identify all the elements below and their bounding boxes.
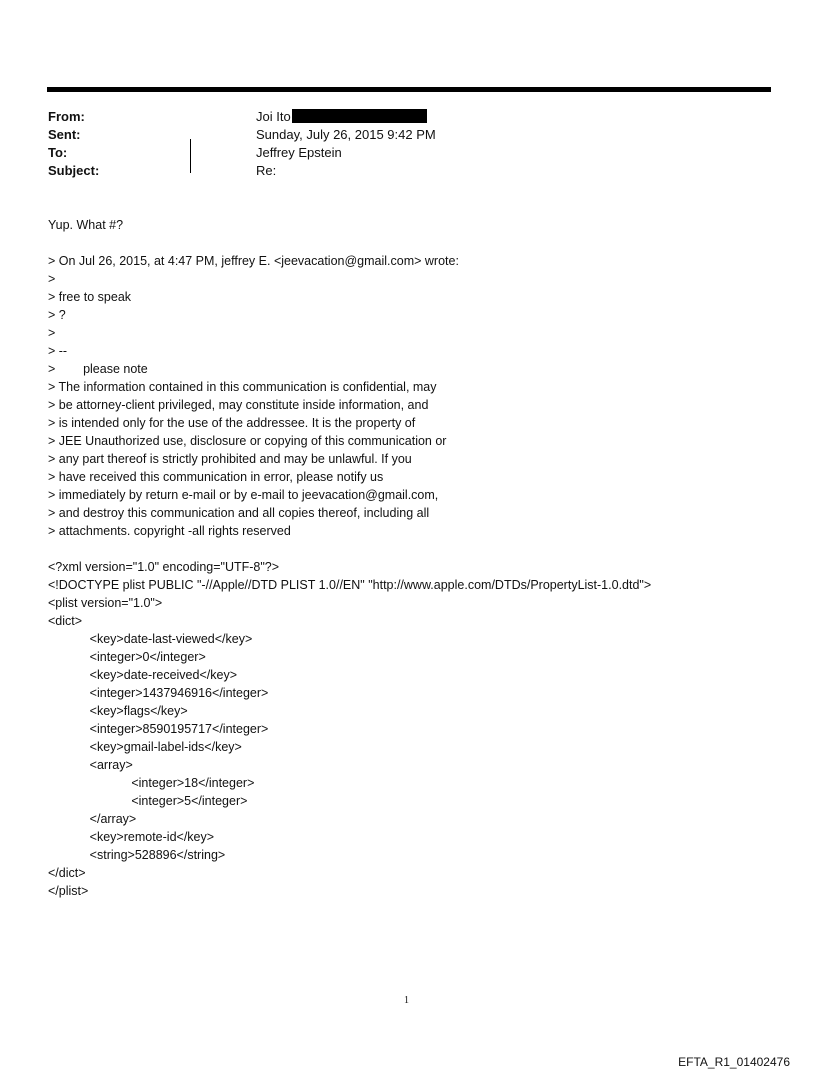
to-row — [48, 144, 436, 162]
sent-label: Sent: — [48, 127, 81, 142]
subject-row — [48, 162, 436, 180]
plist-line: <key>date-last-viewed</key> — [48, 632, 253, 646]
quoted-line: > free to speak — [48, 290, 132, 304]
plist-metadata — [48, 558, 651, 900]
plist-line: <array> — [48, 758, 133, 772]
quoted-line: > ? — [48, 308, 66, 322]
plist-line: <plist version="1.0"> — [48, 596, 163, 610]
to-label: To: — [48, 145, 68, 160]
spacer — [48, 234, 651, 252]
quoted-line: > immediately by return e-mail or by e-mail to jeevacation@gmail.com, — [48, 488, 439, 502]
document-id: EFTA_R1_01402476 — [678, 1055, 790, 1069]
from-label: From: — [48, 109, 85, 124]
plist-line: <?xml version="1.0" encoding="UTF-8"?> — [48, 560, 280, 574]
subject-label: Subject: — [48, 163, 100, 178]
from-name: Joi Ito — [256, 109, 291, 124]
plist-line: <key>date-received</key> — [48, 668, 237, 682]
quoted-line: > — [48, 326, 56, 340]
quoted-line: > and destroy this communication and all copies thereof, including all — [48, 506, 430, 520]
quoted-line: > The information contained in this communication is confidential, may — [48, 380, 437, 394]
plist-line: </plist> — [48, 884, 89, 898]
page-number: 1 — [404, 995, 409, 1006]
sent-value: Sunday, July 26, 2015 9:42 PM — [256, 127, 436, 142]
plist-line: <integer>1437946916</integer> — [48, 686, 269, 700]
quoted-message — [48, 252, 651, 540]
spacer — [48, 540, 651, 558]
subject-value: Re: — [256, 163, 277, 178]
redaction-box — [292, 109, 427, 123]
plist-line: <key>flags</key> — [48, 704, 188, 718]
to-value: Jeffrey Epstein — [256, 145, 342, 160]
email-header — [48, 108, 436, 180]
quoted-line: > any part thereof is strictly prohibited and may be unlawful. If you — [48, 452, 412, 466]
plist-line: </array> — [48, 812, 137, 826]
plist-line: <integer>0</integer> — [48, 650, 206, 664]
reply-text: Yup. What #? — [48, 218, 124, 232]
sent-row — [48, 126, 436, 144]
quoted-line: > please note — [48, 362, 148, 376]
from-value — [256, 108, 427, 126]
quoted-line: > -- — [48, 344, 68, 358]
email-body — [48, 216, 651, 900]
quoted-line: > is intended only for the use of the addressee. It is the property of — [48, 416, 416, 430]
quoted-line: > have received this communication in error, please notify us — [48, 470, 384, 484]
plist-line: <!DOCTYPE plist PUBLIC "-//Apple//DTD PLIST 1.0//EN" "http://www.apple.com/DTDs/PropertyList-1.0.dtd"> — [48, 578, 652, 592]
quoted-line: > On Jul 26, 2015, at 4:47 PM, jeffrey E. <jeevacation@gmail.com> wrote: — [48, 254, 459, 268]
plist-line: <key>gmail-label-ids</key> — [48, 740, 242, 754]
plist-line: <key>remote-id</key> — [48, 830, 215, 844]
quoted-line: > JEE Unauthorized use, disclosure or copying of this communication or — [48, 434, 447, 448]
from-row — [48, 108, 436, 126]
plist-line: <integer>18</integer> — [48, 776, 255, 790]
quoted-line: > attachments. copyright -all rights reserved — [48, 524, 291, 538]
plist-line: <integer>5</integer> — [48, 794, 248, 808]
quoted-line: > be attorney-client privileged, may constitute inside information, and — [48, 398, 429, 412]
vertical-divider — [190, 139, 191, 173]
plist-line: <dict> — [48, 614, 83, 628]
plist-line: <string>528896</string> — [48, 848, 226, 862]
plist-line: </dict> — [48, 866, 86, 880]
header-rule — [47, 87, 771, 92]
plist-line: <integer>8590195717</integer> — [48, 722, 269, 736]
quoted-line: > — [48, 272, 56, 286]
